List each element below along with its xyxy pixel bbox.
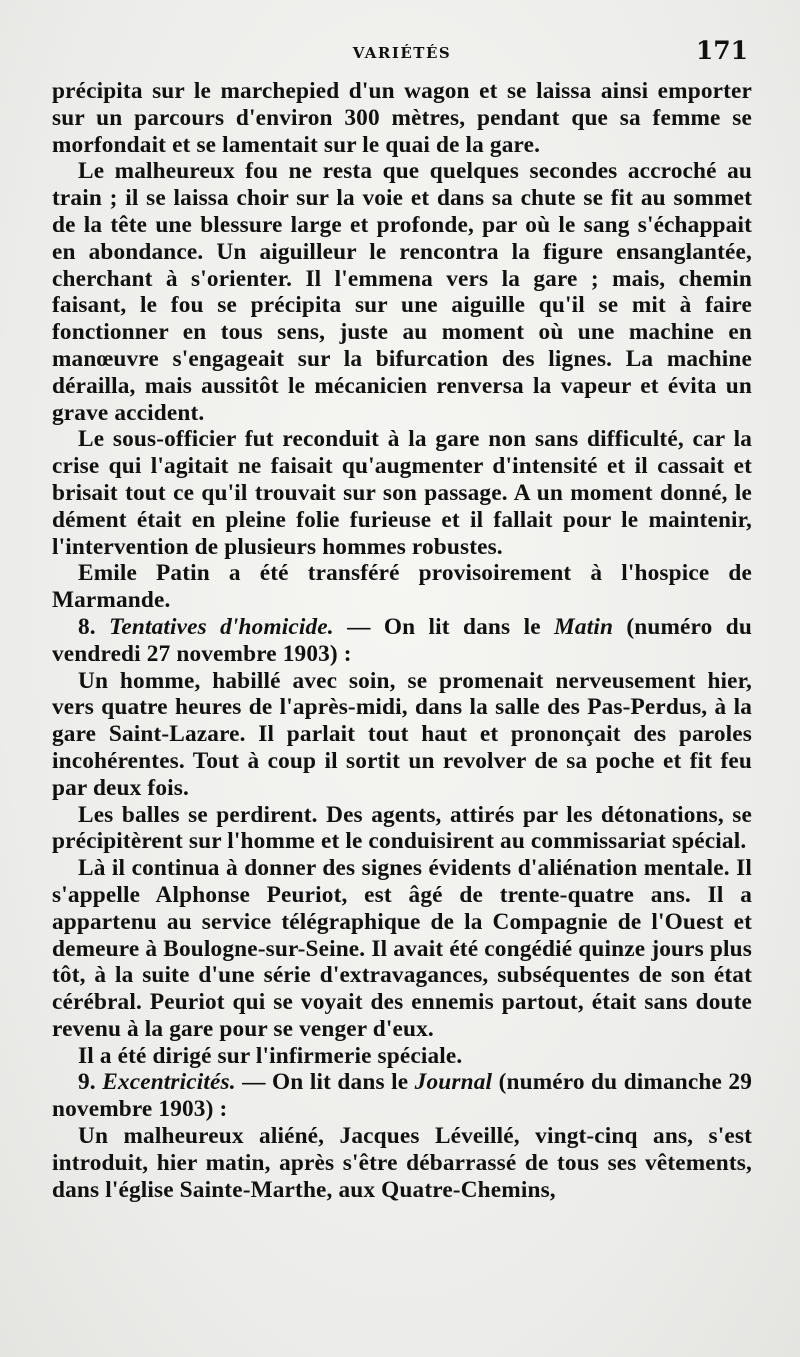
journal-name: Journal: [414, 1069, 493, 1096]
journal-name: Matin: [554, 613, 614, 640]
paragraph: Un homme, habillé avec soin, se promenait nerveusement hier, vers quatre heures de l'après-midi, dans la salle des Pas-Perdus, à la gare Saint-Lazare. Il parlait tout haut et prononçait des paroles incohérentes. Tout à coup il sortit un revolver de sa poche et fit feu par deux fois.: [52, 667, 752, 801]
paragraph: Un malheureux aliéné, Jacques Léveillé, vingt-cinq ans, s'est introduit, hier matin, après s'être débarrassé de tous ses vêtements, dans l'église Sainte-Marthe, aux Quatre-Chemins,: [52, 1123, 752, 1203]
section-intro-date: (numéro du vendredi 27 novembre 1903) :: [52, 613, 752, 667]
section-intro-date: (numéro du dimanche 29 novembre 1903) :: [52, 1069, 753, 1123]
body-text: [52, 78, 752, 1203]
paragraph: Le malheureux fou ne resta que quelques secondes accroché au train ; il se laissa choir sur la voie et dans sa chute se fit au sommet de la tête une blessure large et profonde, par où le sang s'échappait en abondance. Un aiguilleur le rencontra la figure ensanglantée, cherchant à s'orienter. Il l'emmena vers la gare ; mais, chemin faisant, le fou se précipita sur une aiguille qu'il se mit à faire fonctionner en tous sens, juste au moment où une machine en manœuvre s'engageait sur la bifurcation des lignes. La machine dérailla, mais aussitôt le mécanicien renversa la vapeur et évita un grave accident.: [52, 158, 752, 426]
paragraph: Le sous-officier fut reconduit à la gare non sans difficulté, car la crise qui l'agitait ne faisait qu'augmenter d'intensité et il cassait et brisait tout ce qu'il trouvait sur son passage. A un moment donné, le dément était en pleine folie furieuse et il fallait pour le maintenir, l'intervention de plusieurs hommes robustes.: [52, 426, 752, 560]
section-number: 8.: [78, 613, 96, 640]
paragraph-continuation: précipita sur le marchepied d'un wagon et se laissa ainsi emporter sur un parcours d'environ 300 mètres, pendant que sa femme se morfondait et se lamentait sur le quai de la gare.: [52, 78, 752, 158]
section-number: 9.: [78, 1069, 96, 1096]
paragraph: Les balles se perdirent. Des agents, attirés par les détonations, se précipitèrent sur l'homme et le conduisirent au commissariat spécial.: [52, 801, 752, 855]
paragraph: Il a été dirigé sur l'infirmerie spéciale.: [78, 1042, 463, 1069]
section-intro: — On lit dans le: [242, 1069, 409, 1096]
paragraph: Là il continua à donner des signes évidents d'aliénation mentale. Il s'appelle Alphonse Peuriot, est âgé de trente-quatre ans. Il a appartenu au service télégraphique de la Compagnie de l'Ouest et demeure à Boulogne-sur-Seine. Il avait été congédié quinze jours plus tôt, à la suite d'une série d'extravagances, subséquentes de son état cérébral. Peuriot qui se voyait des ennemis partout, était sans doute revenu à la gare pour se venger d'eux.: [52, 855, 752, 1042]
section-intro: — On lit dans le: [347, 613, 541, 640]
section-heading-8: [52, 614, 752, 668]
section-heading-9: [52, 1069, 752, 1123]
running-head: VARIÉTÉS: [352, 44, 452, 62]
paragraph: Emile Patin a été transféré provisoirement à l'hospice de Marmande.: [52, 560, 752, 614]
page-header: [52, 34, 752, 78]
section-title: Excentricités.: [102, 1069, 236, 1096]
page-number: 171: [695, 36, 748, 65]
section-title: Tentatives d'homicide.: [109, 613, 334, 640]
